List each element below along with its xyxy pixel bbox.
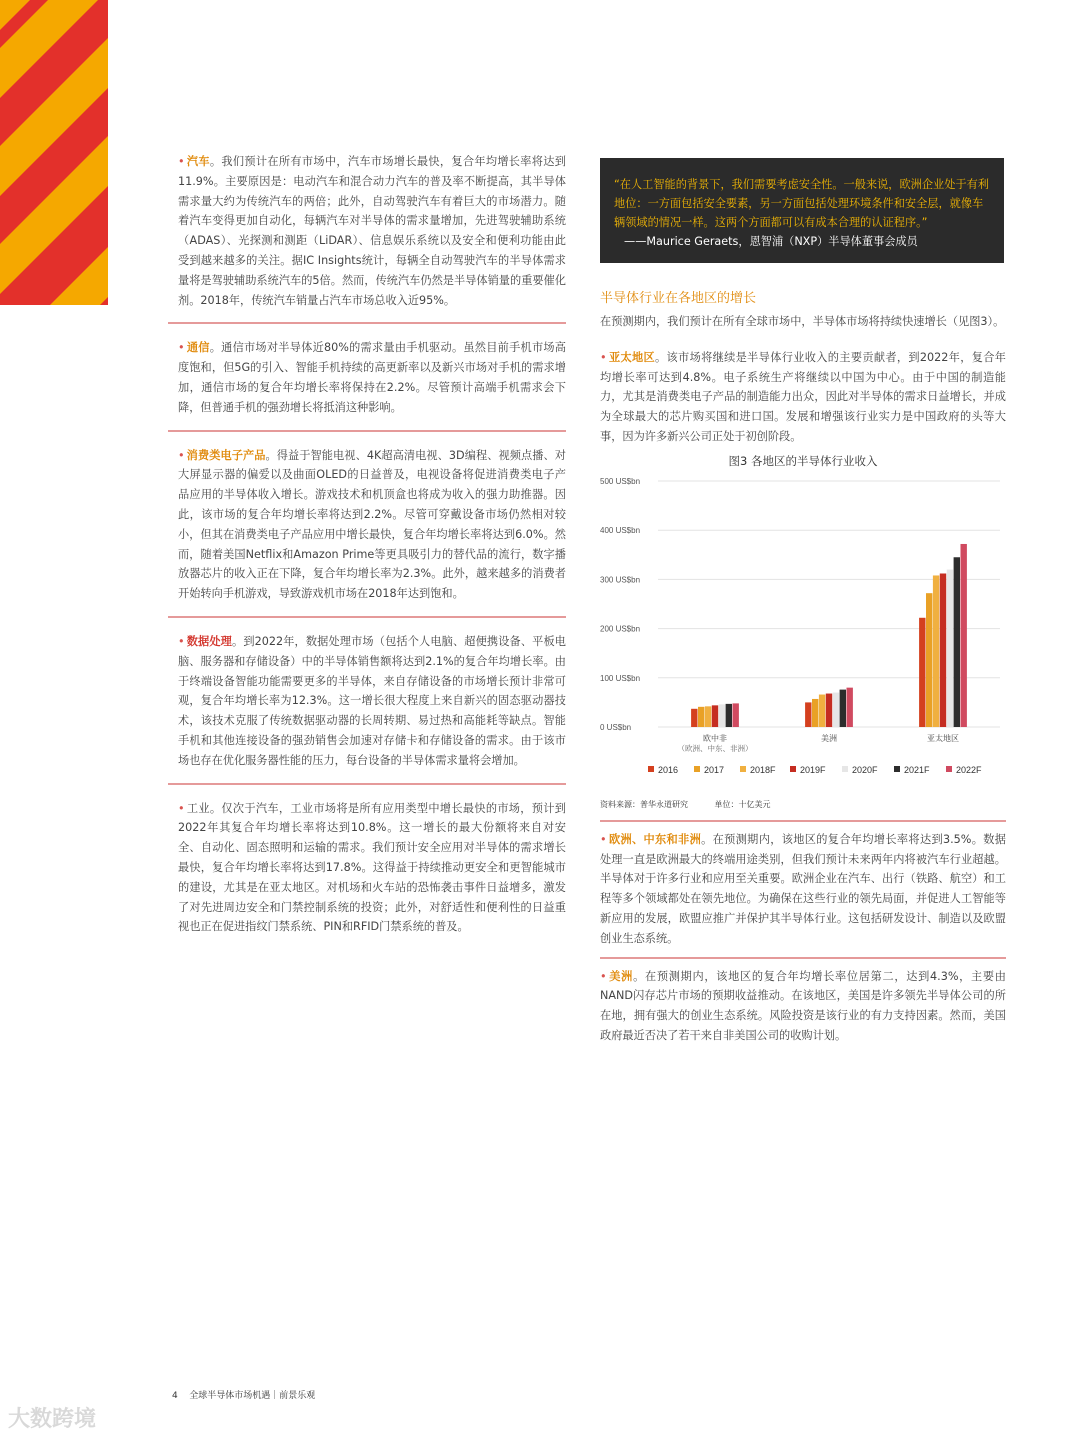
legend-swatch xyxy=(790,766,796,772)
legend-swatch xyxy=(842,766,848,772)
keyword-emea: 欧洲、中东和非洲 xyxy=(608,832,702,846)
quote-text: “在人工智能的背景下，我们需要考虑安全性。一般来说，欧洲企业处于有利地位：一方面包括安全要素，另一方面包括处理环境条件和安全层，就像车辆领域的情况一样。这两个方面都可以有成本合理的认证程序。” xyxy=(614,178,989,229)
quote-author: ——Maurice Geraets，恩智浦（NXP）半导体董事会成员 xyxy=(624,235,918,248)
bar xyxy=(847,687,853,726)
bullet: • xyxy=(178,155,185,168)
keyword-telecom: 通信 xyxy=(186,341,210,355)
legend-label: 2022F xyxy=(956,764,982,775)
bar xyxy=(926,593,932,727)
chart-footer xyxy=(600,799,1006,810)
section-auto xyxy=(168,152,566,324)
section-telecom xyxy=(168,338,566,431)
legend-label: 2021F xyxy=(904,764,930,775)
y-tick-label: 100 US$bn xyxy=(600,673,641,683)
bullet: • xyxy=(178,448,185,462)
section-consumer xyxy=(168,446,566,618)
legend-swatch xyxy=(894,766,900,772)
chart-source: 资料来源：普华永道研究 xyxy=(600,799,688,809)
keyword-apac: 亚太地区 xyxy=(608,350,656,364)
x-tick-label: 亚太地区 xyxy=(927,733,959,743)
y-tick-label: 0 US$bn xyxy=(600,722,632,732)
section-emea xyxy=(600,820,1006,949)
text-americas: 。在预测期内，该地区的复合年均增长率位居第二，达到4.3%，主要由NAND闪存芯片市场的预期收益推动。在该地区，美国是许多领先半导体公司的所在地，拥有强大的创业生态系统。风险投资是该行业的有力支持因素。然而，美国政府最近否决了若干来自非美国公司的收购计划。 xyxy=(600,969,1006,1042)
bar xyxy=(733,703,739,727)
section-heading: 半导体行业在各地区的增长 xyxy=(600,291,757,306)
bar xyxy=(961,544,967,727)
keyword-industrial: 工业 xyxy=(186,801,210,815)
section-americas xyxy=(600,957,1006,1046)
legend-swatch xyxy=(694,766,700,772)
bar xyxy=(826,693,832,726)
bar xyxy=(833,692,839,726)
y-tick-label: 500 US$bn xyxy=(600,476,641,486)
bar xyxy=(812,699,818,727)
x-tick-label: 美洲 xyxy=(821,733,837,743)
section-data xyxy=(168,632,566,785)
right-column xyxy=(600,158,1006,1046)
text-telecom: 。通信市场对半导体近80%的需求量由手机驱动。虽然目前手机市场高度饱和，但5G的引入、智能手机持续的高更新率以及新兴市场对手机的需求增加，通信市场的复合年均增长率将保持在2.2%。尽管预计高端手机需求会下降，但普通手机的强劲增长将抵消这种影响。 xyxy=(178,341,566,414)
legend-label: 2016 xyxy=(658,764,679,775)
text-auto: 。我们预计在所有市场中，汽车市场增长最快，复合年均增长率将达到11.9%。主要原因是：电动汽车和混合动力汽车的普及率不断提高，其半导体需求量大约为传统汽车的两倍；此外，自动驾驶汽车有着巨大的市场潜力。随着汽车变得更加自动化，每辆汽车对半导体的需求量增加，先进驾驶辅助系统（ADAS）、光探测和测距（LiDAR）、信息娱乐系统以及安全和便利功能由此受到越来越多的关注。据IC Insights统计，每辆全自动驾驶汽车的半导体需求量将是驾驶辅助系统汽车的5倍。然而，传统汽车仍然是半导体销量的重要催化剂。2018年，传统汽车销量占汽车市场总收入近95%。 xyxy=(178,155,566,307)
bar xyxy=(947,569,953,726)
section-industrial xyxy=(168,799,566,950)
chart-title: 图3 各地区的半导体行业收入 xyxy=(728,453,878,468)
bar xyxy=(919,618,925,727)
bar xyxy=(698,707,704,727)
section-apac xyxy=(600,348,1006,447)
bar xyxy=(691,709,697,727)
x-tick-label: 欧中非 xyxy=(703,733,727,743)
keyword-data: 数据处理 xyxy=(186,634,232,648)
keyword-americas: 美洲 xyxy=(608,969,634,983)
x-tick-sublabel: （欧洲、中东、非洲） xyxy=(677,743,753,753)
intro-text: 在预测期内，我们预计在所有全球市场中，半导体市场将持续快速增长（见图3）。 xyxy=(600,315,1005,328)
legend-swatch xyxy=(740,766,746,772)
bar xyxy=(954,557,960,727)
bar xyxy=(712,705,718,727)
bar xyxy=(705,706,711,727)
chart xyxy=(600,469,1006,799)
bar xyxy=(805,702,811,727)
bullet: • xyxy=(178,801,185,815)
y-tick-label: 300 US$bn xyxy=(600,575,641,585)
bullet: • xyxy=(178,634,185,648)
page-number: 4 xyxy=(172,1391,178,1401)
legend-label: 2020F xyxy=(852,764,878,775)
left-column xyxy=(168,152,566,963)
text-industrial: 。仅次于汽车，工业市场将是所有应用类型中增长最快的市场，预计到2022年其复合年均增长率将达到10.8%。这一增长的最大份额将来自对安全、自动化、固态照明和运输的需求。我们预计安全应用对半导体的需求增长最快，复合年均增长率将达到17.8%。这得益于持续推动更安全和更智能城市的建设，尤其是在亚太地区。对机场和火车站的恐怖袭击事件日益增多，激发了对先进周边安全和门禁控制系统的投资；此外，对舒适性和便利性的日益重视也正在促进指纹门禁系统、PIN和RFID门禁系统的普及。 xyxy=(178,801,566,934)
legend-swatch xyxy=(648,766,654,772)
bullet: • xyxy=(600,350,607,364)
keyword-auto: 汽车 xyxy=(186,155,210,168)
bar xyxy=(840,689,846,726)
bar xyxy=(933,575,939,727)
bar xyxy=(819,694,825,726)
keyword-consumer: 消费类电子产品 xyxy=(186,448,266,462)
quote-box xyxy=(600,158,1004,263)
y-tick-label: 200 US$bn xyxy=(600,624,641,634)
bullet: • xyxy=(600,832,607,846)
bullet: • xyxy=(178,341,185,355)
text-emea: 。在预测期内，该地区的复合年均增长率将达到3.5%。数据处理一直是欧洲最大的终端用途类别，但我们预计未来两年内将被汽车行业超越。半导体对于许多行业和应用至关重要。欧洲企业在汽车、出行（铁路、航空）和工程等多个领域都处在领先地位。为确保在这些行业的领先局面，并促进人工智能等新应用的发展，欧盟应推广并保护其半导体行业。这包括研发设计、制造以及欧盟创业生态系统。 xyxy=(600,832,1006,945)
chart-svg xyxy=(600,469,1006,799)
text-apac: 。该市场将继续是半导体行业收入的主要贡献者，到2022年，复合年均增长率可达到4.8%。电子系统生产将继续以中国为中心。由于中国的制造能力，尤其是消费类电子产品的制造能力出众，因此对半导体的需求日益增长，并成为全球最大的芯片购买国和进口国。发展和增强该行业实力是中国政府的头等大事，因为许多新兴公司正处于初创阶段。 xyxy=(600,350,1006,443)
legend-label: 2019F xyxy=(800,764,826,775)
bar xyxy=(726,704,732,727)
bar xyxy=(940,573,946,727)
legend-swatch xyxy=(946,766,952,772)
y-tick-label: 400 US$bn xyxy=(600,525,641,535)
chart-unit: 单位：十亿美元 xyxy=(714,799,771,809)
text-consumer: 。得益于智能电视、4K超高清电视、3D编程、视频点播、对大屏显示器的偏爱以及曲面OLED的日益普及，电视设备将促进消费类电子产品应用的半导体收入增长。游戏技术和机顶盒也将成为收入的强力助推器。因此，该市场的复合年均增长率将达到2.2%。尽管可穿戴设备市场仍然相对较小，但其在消费类电子产品应用中增长最快，复合年均增长率将达到6.0%。然而，随着美国Netflix和Amazon Prime等更具吸引力的替代品的流行，数字播放器芯片的收入正在下降，复合年均增长率为2.3%。此外，越来越多的消费者开始转向手机游戏，导致游戏机市场在2018年达到饱和。 xyxy=(178,448,566,601)
bullet: • xyxy=(600,969,607,983)
decorative-stripes xyxy=(0,0,108,305)
legend-label: 2017 xyxy=(704,764,725,775)
bar xyxy=(719,704,725,727)
watermark: 大数跨境 xyxy=(8,1407,97,1432)
page-footer xyxy=(172,1388,315,1401)
legend-label: 2018F xyxy=(750,764,776,775)
footer-title: 全球半导体市场机遇｜前景乐观 xyxy=(189,1391,316,1401)
text-data: 。到2022年，数据处理市场（包括个人电脑、超便携设备、平板电脑、服务器和存储设备）中的半导体销售额将达到2.1%的复合年均增长率。由于终端设备智能功能需要更多的半导体，来自存储设备的市场增长预计非常可观，复合年均增长率为12.3%。这一增长很大程度上来自新兴的固态驱动器技术，该技术克服了传统数据驱动器的长周转期、易过热和高能耗等缺点。智能手机和其他连接设备的强劲销售会加速对存储卡和存储设备的需求。由于该市场也存在优化服务器性能的压力，每台设备的半导体需求量将会增加。 xyxy=(178,634,566,767)
